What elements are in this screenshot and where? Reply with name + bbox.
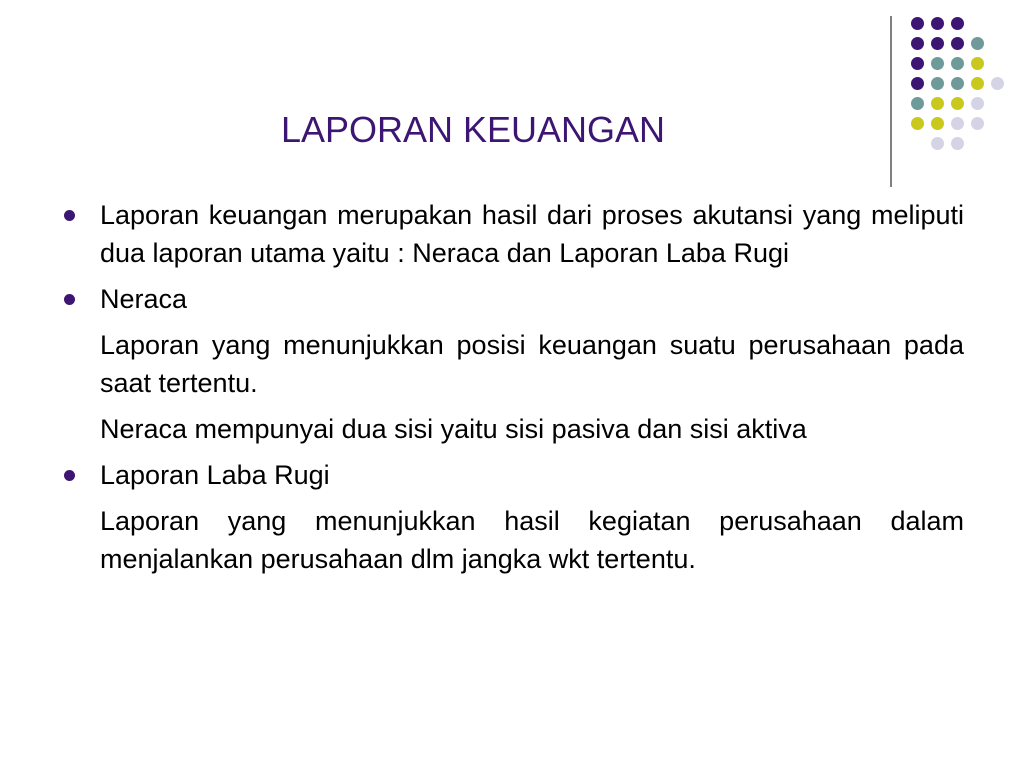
bullet-item: Laporan Laba Rugi <box>100 456 964 494</box>
decorative-dot <box>951 97 964 110</box>
decorative-dot <box>931 77 944 90</box>
decorative-dot <box>951 137 964 150</box>
bullet-item: Neraca <box>100 280 964 318</box>
decorative-dot <box>971 117 984 130</box>
decorative-dot <box>971 77 984 90</box>
decorative-dot <box>971 97 984 110</box>
slide-body <box>100 196 964 586</box>
decorative-dot <box>971 37 984 50</box>
sub-paragraph: Laporan yang menunjukkan posisi keuangan suatu perusahaan pada saat tertentu. <box>100 330 964 398</box>
vertical-divider <box>890 16 892 187</box>
decorative-dot <box>911 17 924 30</box>
decorative-dot <box>931 17 944 30</box>
decorative-dot <box>951 37 964 50</box>
decorative-dot <box>931 37 944 50</box>
sub-paragraph: Laporan yang menunjukkan hasil kegiatan perusahaan dalam menjalankan perusahaan dlm jangka wkt tertentu. <box>100 506 964 574</box>
decorative-dot <box>971 57 984 70</box>
decorative-dot <box>991 77 1004 90</box>
decorative-dot <box>911 77 924 90</box>
decorative-dot <box>951 57 964 70</box>
sub-paragraph: Neraca mempunyai dua sisi yaitu sisi pasiva dan sisi aktiva <box>100 414 807 444</box>
decorative-dot <box>911 57 924 70</box>
decorative-dot <box>911 37 924 50</box>
decorative-dot <box>951 77 964 90</box>
bullet-item: Laporan keuangan merupakan hasil dari proses akutansi yang meliputi dua laporan utama yaitu : Neraca dan Laporan Laba Rugi <box>100 196 964 272</box>
decorative-dot <box>931 57 944 70</box>
decorative-dot <box>951 17 964 30</box>
slide-title: LAPORAN KEUANGAN <box>280 109 666 150</box>
decorative-dot <box>951 117 964 130</box>
